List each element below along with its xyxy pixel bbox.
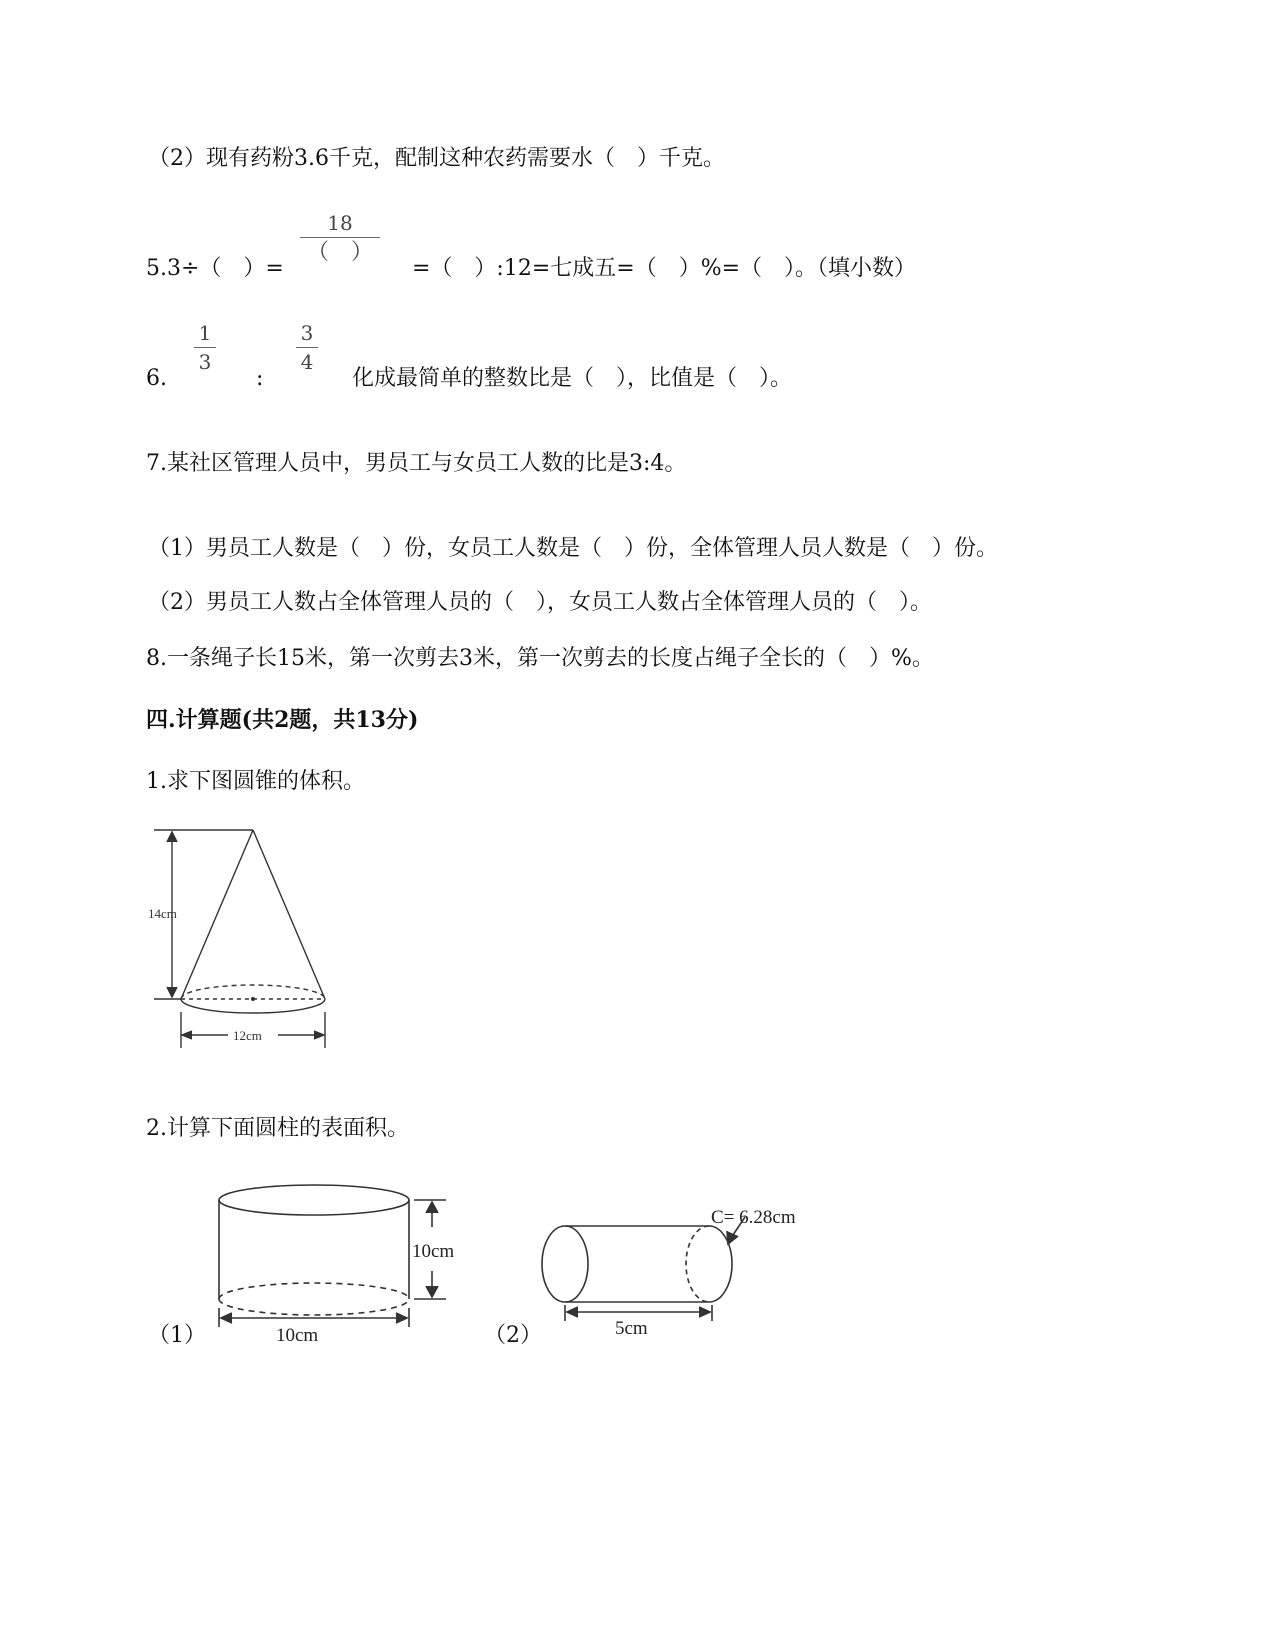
cylinder-1-dim-arrowhead-right xyxy=(396,1313,407,1323)
cylinder-2-part-label: （2） xyxy=(484,1323,542,1348)
cylinder-1-figure xyxy=(210,1175,480,1350)
q6-fraction-1 xyxy=(194,323,216,372)
cone-dim-arrowhead-right xyxy=(314,1031,324,1039)
section-4-title: 四.计算题(共2题，共13分) xyxy=(146,707,419,733)
cone-diameter-label: 12cm xyxy=(233,1028,262,1043)
cylinder-1-bottom-front xyxy=(219,1299,409,1315)
cylinder-2-circumference-label: C= 6.28cm xyxy=(711,1207,796,1228)
q7-stem: 7.某社区管理人员中，男员工与女员工人数的比是3:4。 xyxy=(146,451,687,476)
fraction-bar xyxy=(194,347,216,348)
q5-fraction xyxy=(300,213,380,264)
q5-prefix: 5.3÷（ ）= xyxy=(146,256,284,281)
section-4-q2: 2.计算下面圆柱的表面积。 xyxy=(146,1116,409,1141)
cylinder-1-height-arrowhead-bottom xyxy=(426,1286,438,1297)
q6-fraction-2 xyxy=(296,323,318,372)
cylinder-1-height-arrowhead-top xyxy=(426,1202,438,1213)
section-4-q1: 1.求下图圆锥的体积。 xyxy=(146,769,365,794)
cone-height-arrowhead-top xyxy=(167,832,177,842)
cylinder-2-right-face-back xyxy=(686,1226,709,1302)
q6-fraction-2-numerator: 3 xyxy=(300,321,314,345)
cone-right-edge xyxy=(253,830,325,999)
cylinder-1-height-label: 10cm xyxy=(412,1241,455,1262)
q4-part2: （2）现有药粉3.6千克，配制这种农药需要水（ ）千克。 xyxy=(148,146,725,171)
q6-colon: : xyxy=(256,366,264,391)
q5-fraction-denominator: （ ） xyxy=(306,240,373,265)
cone-dim-arrowhead-left xyxy=(182,1031,192,1039)
q6-number: 6. xyxy=(146,366,167,391)
q6-fraction-2-denominator: 4 xyxy=(300,350,314,374)
cylinder-2-dim-arrowhead-left xyxy=(567,1307,578,1317)
cylinder-1-diameter-label: 10cm xyxy=(276,1325,319,1346)
q6-suffix: 化成最简单的整数比是（ ），比值是（ ）。 xyxy=(352,366,793,391)
cone-left-edge xyxy=(181,830,253,999)
q7-part1: （1）男员工人数是（ ）份，女员工人数是（ ）份，全体管理人员人数是（ ）份。 xyxy=(148,536,998,561)
cone-base-back xyxy=(181,985,325,999)
cone-height-label: 14cm xyxy=(148,906,177,921)
cylinder-1-top xyxy=(219,1185,409,1215)
cone-height-arrowhead-bottom xyxy=(167,987,177,997)
cone-base-front xyxy=(181,999,325,1013)
cylinder-2-left-face xyxy=(542,1226,588,1302)
cylinder-2-length-label: 5cm xyxy=(615,1318,648,1339)
q6-fraction-1-numerator: 1 xyxy=(198,321,212,345)
fraction-bar xyxy=(296,347,318,348)
q5-fraction-numerator: 18 xyxy=(327,211,353,235)
cylinder-2-figure xyxy=(535,1195,815,1345)
cylinder-2-dim-arrowhead-right xyxy=(699,1307,710,1317)
cylinder-1-bottom-back xyxy=(219,1283,409,1299)
fraction-bar xyxy=(300,237,380,238)
cone-center-dot xyxy=(251,997,255,1001)
q6-fraction-1-denominator: 3 xyxy=(198,350,212,374)
cone-figure xyxy=(140,820,340,1055)
cylinder-2-pointer-arrowhead xyxy=(727,1231,738,1244)
cylinder-1-part-label: （1） xyxy=(148,1323,206,1348)
q8: 8.一条绳子长15米，第一次剪去3米，第一次剪去的长度占绳子全长的（ ）%。 xyxy=(146,646,934,671)
cylinder-1-dim-arrowhead-left xyxy=(221,1313,232,1323)
q5-suffix: =（ ）:12=七成五=（ ）%=（ ）。（填小数） xyxy=(412,256,917,281)
q7-part2: （2）男员工人数占全体管理人员的（ ），女员工人数占全体管理人员的（ ）。 xyxy=(148,590,932,615)
